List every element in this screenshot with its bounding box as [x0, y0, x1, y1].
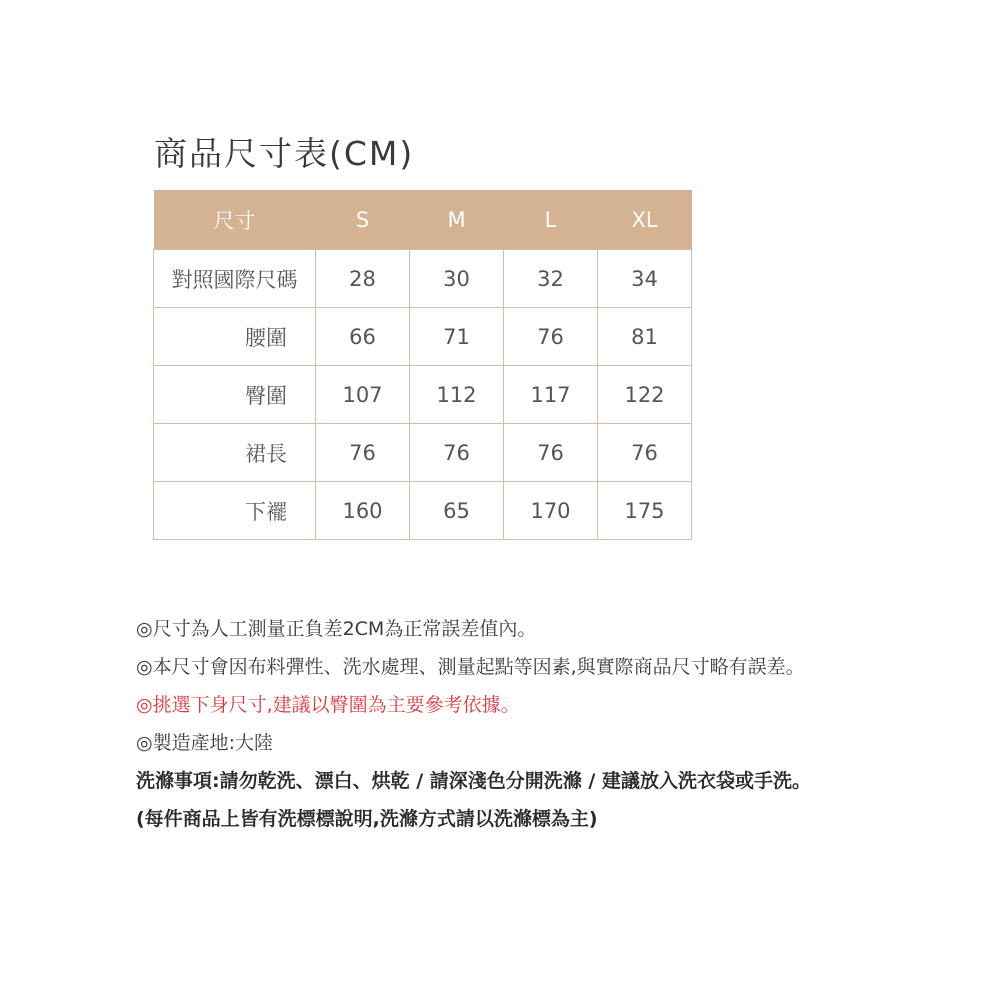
note-origin: ◎製造產地:大陸: [136, 732, 273, 754]
table-cell: 160: [316, 482, 410, 540]
table-cell: 71: [410, 308, 504, 366]
note-washing-label: (每件商品上皆有洗標標說明,洗滌方式請以洗滌標為主): [136, 808, 598, 830]
table-row: [154, 308, 692, 366]
note-fabric-variance: ◎本尺寸會因布料彈性、洗水處理、測量起點等因素,與實際商品尺寸略有誤差。: [136, 656, 805, 678]
page-title: 商品尺寸表(CM): [154, 134, 415, 173]
table-cell: 117: [504, 366, 598, 424]
note-measurement-tolerance: ◎尺寸為人工測量正負差2CM為正常誤差值內。: [136, 618, 537, 640]
table-cell: 81: [598, 308, 692, 366]
table-cell: 34: [598, 250, 692, 308]
table-row: [154, 366, 692, 424]
header-size-xl: XL: [598, 190, 692, 250]
row-label-waist: 腰圍: [154, 308, 316, 366]
table-cell: 76: [316, 424, 410, 482]
table-cell: 122: [598, 366, 692, 424]
table-cell: 107: [316, 366, 410, 424]
table-cell: 76: [410, 424, 504, 482]
table-row: [154, 250, 692, 308]
size-table: [153, 190, 692, 540]
header-size-s: S: [316, 190, 410, 250]
table-cell: 30: [410, 250, 504, 308]
row-label-hip: 臀圍: [154, 366, 316, 424]
table-cell: 28: [316, 250, 410, 308]
table-cell: 76: [504, 424, 598, 482]
header-size-l: L: [504, 190, 598, 250]
note-size-selection-tip: ◎挑選下身尺寸,建議以臀圍為主要參考依據。: [136, 694, 520, 716]
notes-section: [136, 614, 976, 842]
row-label-international-size: 對照國際尺碼: [154, 250, 316, 308]
table-cell: 76: [504, 308, 598, 366]
table-header-row: [154, 190, 692, 250]
table-row: [154, 424, 692, 482]
header-size-label: 尺寸: [154, 190, 316, 250]
table-cell: 76: [598, 424, 692, 482]
row-label-hem: 下襬: [154, 482, 316, 540]
table-cell: 66: [316, 308, 410, 366]
table-cell: 32: [504, 250, 598, 308]
table-row: [154, 482, 692, 540]
table-cell: 112: [410, 366, 504, 424]
table-cell: 175: [598, 482, 692, 540]
note-washing-instructions: 洗滌事項:請勿乾洗、漂白、烘乾 / 請深淺色分開洗滌 / 建議放入洗衣袋或手洗。: [136, 770, 811, 792]
row-label-skirt-length: 裙長: [154, 424, 316, 482]
header-size-m: M: [410, 190, 504, 250]
table-cell: 65: [410, 482, 504, 540]
table-cell: 170: [504, 482, 598, 540]
